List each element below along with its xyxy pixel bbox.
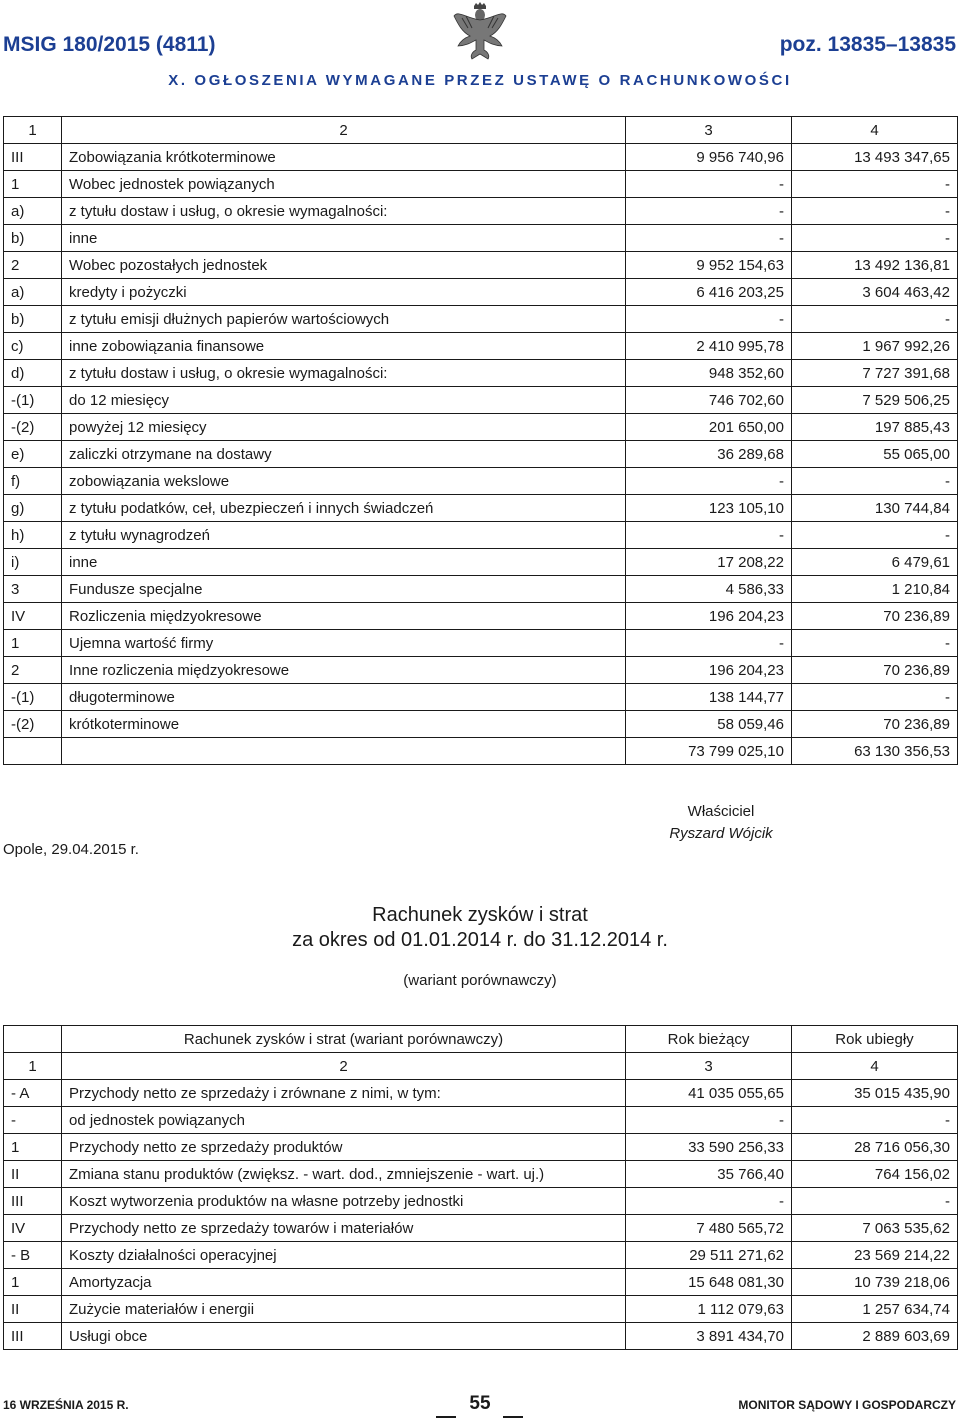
table-cell: 28 716 056,30 [792, 1134, 958, 1161]
table-cell: 7 529 506,25 [792, 387, 958, 414]
table-cell: 1 112 079,63 [626, 1296, 792, 1323]
header-cell: 1 [4, 1053, 62, 1080]
journal-issue: MSIG 180/2015 (4811) [3, 33, 216, 56]
page-number-rule [436, 1416, 456, 1418]
table-cell: 3 604 463,42 [792, 279, 958, 306]
page-number-rule [503, 1416, 523, 1418]
income-statement-title-line2: za okres od 01.01.2014 r. do 31.12.2014 r. [292, 929, 668, 951]
income-statement-table [3, 1025, 958, 1350]
page-number: 55 [469, 1393, 491, 1414]
table-row [4, 468, 958, 495]
table-cell: 9 952 154,63 [626, 252, 792, 279]
table-cell: 4 586,33 [626, 576, 792, 603]
table-cell: 196 204,23 [626, 603, 792, 630]
table-row [4, 1242, 958, 1269]
table-cell: III [4, 1188, 62, 1215]
table-cell: a) [4, 198, 62, 225]
header-cell [4, 1026, 62, 1053]
table-cell: 197 885,43 [792, 414, 958, 441]
table-row [4, 225, 958, 252]
table-cell: 70 236,89 [792, 657, 958, 684]
table-cell: 55 065,00 [792, 441, 958, 468]
table-cell: inne [62, 225, 626, 252]
table-cell: 36 289,68 [626, 441, 792, 468]
header-cell: 4 [792, 117, 958, 144]
income-statement-subtitle: (wariant porównawczy) [403, 972, 557, 989]
table-cell: 130 744,84 [792, 495, 958, 522]
table-cell: 138 144,77 [626, 684, 792, 711]
table-cell: 1 [4, 1269, 62, 1296]
table-row [4, 1269, 958, 1296]
table-cell: Zmiana stanu produktów (zwiększ. - wart. dod., zmniejszenie - wart. uj.) [62, 1161, 626, 1188]
table-cell: f) [4, 468, 62, 495]
table-row [4, 1296, 958, 1323]
table-cell: z tytułu dostaw i usług, o okresie wymagalności: [62, 360, 626, 387]
table-cell: e) [4, 441, 62, 468]
column-number-row [4, 1053, 958, 1080]
polish-eagle-emblem-icon [452, 2, 508, 60]
table-cell: 15 648 081,30 [626, 1269, 792, 1296]
table-cell: 123 105,10 [626, 495, 792, 522]
table-cell: do 12 miesięcy [62, 387, 626, 414]
table-row [4, 657, 958, 684]
table-cell: krótkoterminowe [62, 711, 626, 738]
table-row [4, 1323, 958, 1350]
table-cell: 6 416 203,25 [626, 279, 792, 306]
table-cell: 7 727 391,68 [792, 360, 958, 387]
table-row [4, 360, 958, 387]
table-cell: - B [4, 1242, 62, 1269]
table-cell: 9 956 740,96 [626, 144, 792, 171]
table-cell: - [792, 198, 958, 225]
table-cell: - [792, 1188, 958, 1215]
table-cell: 948 352,60 [626, 360, 792, 387]
table-cell: -(2) [4, 711, 62, 738]
table-cell: 1 210,84 [792, 576, 958, 603]
table-cell: 2 [4, 252, 62, 279]
table-cell: 29 511 271,62 [626, 1242, 792, 1269]
table-row [4, 198, 958, 225]
table-cell: zobowiązania wekslowe [62, 468, 626, 495]
table-cell: z tytułu podatków, ceł, ubezpieczeń i innych świadczeń [62, 495, 626, 522]
table-cell: d) [4, 360, 62, 387]
table-cell: Przychody netto ze sprzedaży i zrównane z nimi, w tym: [62, 1080, 626, 1107]
table-cell: h) [4, 522, 62, 549]
table-cell: z tytułu wynagrodzeń [62, 522, 626, 549]
table-cell: - [626, 468, 792, 495]
table-cell: Inne rozliczenia międzyokresowe [62, 657, 626, 684]
table-cell: od jednostek powiązanych [62, 1107, 626, 1134]
table-cell: II [4, 1296, 62, 1323]
table-cell: 70 236,89 [792, 711, 958, 738]
table-cell: II [4, 1161, 62, 1188]
table-cell: - [792, 468, 958, 495]
table-cell: 3 [4, 576, 62, 603]
table-cell: długoterminowe [62, 684, 626, 711]
place-date: Opole, 29.04.2015 r. [3, 841, 139, 858]
table-cell: 2 889 603,69 [792, 1323, 958, 1350]
income-statement-title [0, 903, 960, 953]
publication-name: MONITOR SĄDOWY I GOSPODARCZY [738, 1398, 956, 1412]
income-statement-table-body [4, 1026, 958, 1350]
table-cell: i) [4, 549, 62, 576]
table-cell: - [792, 1107, 958, 1134]
table-cell: Zużycie materiałów i energii [62, 1296, 626, 1323]
table-cell: - [626, 1107, 792, 1134]
table-cell: Usługi obce [62, 1323, 626, 1350]
table-row [4, 441, 958, 468]
table-cell: g) [4, 495, 62, 522]
table-cell: 17 208,22 [626, 549, 792, 576]
table-cell: 63 130 356,53 [792, 738, 958, 765]
table-cell: - [792, 522, 958, 549]
table-row [4, 252, 958, 279]
header-cell: 1 [4, 117, 62, 144]
table-row [4, 738, 958, 765]
table-row [4, 1080, 958, 1107]
table-cell: - [626, 225, 792, 252]
table-cell: z tytułu dostaw i usług, o okresie wymagalności: [62, 198, 626, 225]
table-cell: III [4, 144, 62, 171]
table-cell: z tytułu emisji dłużnych papierów wartościowych [62, 306, 626, 333]
table-row [4, 414, 958, 441]
table-cell: 1 967 992,26 [792, 333, 958, 360]
table-cell: inne zobowiązania finansowe [62, 333, 626, 360]
table-header-row [4, 117, 958, 144]
table-cell [62, 738, 626, 765]
table-cell: Koszty działalności operacyjnej [62, 1242, 626, 1269]
table-cell: 3 891 434,70 [626, 1323, 792, 1350]
table-cell: 7 063 535,62 [792, 1215, 958, 1242]
table-cell: kredyty i pożyczki [62, 279, 626, 306]
table-header-row [4, 1026, 958, 1053]
table-cell: IV [4, 603, 62, 630]
table-row [4, 279, 958, 306]
liabilities-table [3, 116, 958, 765]
table-cell: 2 410 995,78 [626, 333, 792, 360]
income-statement-title-line1: Rachunek zysków i strat [372, 904, 588, 926]
table-row [4, 1107, 958, 1134]
table-cell: 201 650,00 [626, 414, 792, 441]
table-cell: 35 766,40 [626, 1161, 792, 1188]
header-cell: Rok ubiegły [792, 1026, 958, 1053]
table-cell: - [626, 522, 792, 549]
table-cell: 23 569 214,22 [792, 1242, 958, 1269]
table-row [4, 603, 958, 630]
table-row [4, 171, 958, 198]
table-cell: - [626, 306, 792, 333]
table-cell: Rozliczenia międzyokresowe [62, 603, 626, 630]
table-cell: - [626, 198, 792, 225]
header-cell: 3 [626, 1053, 792, 1080]
table-cell: zaliczki otrzymane na dostawy [62, 441, 626, 468]
table-cell: - [626, 171, 792, 198]
table-cell: - [626, 1188, 792, 1215]
table-cell: - [626, 630, 792, 657]
table-cell: - A [4, 1080, 62, 1107]
header-cell: 4 [792, 1053, 958, 1080]
table-row [4, 684, 958, 711]
table-cell: b) [4, 225, 62, 252]
table-cell: 1 [4, 171, 62, 198]
header-cell: 3 [626, 117, 792, 144]
table-cell: a) [4, 279, 62, 306]
table-cell: 2 [4, 657, 62, 684]
signatory-role: Właściciel [687, 803, 755, 820]
table-row [4, 1134, 958, 1161]
table-row [4, 306, 958, 333]
table-row [4, 144, 958, 171]
table-row [4, 495, 958, 522]
table-cell: Przychody netto ze sprzedaży produktów [62, 1134, 626, 1161]
table-cell: Fundusze specjalne [62, 576, 626, 603]
table-cell: - [792, 225, 958, 252]
table-cell: 6 479,61 [792, 549, 958, 576]
table-cell: -(1) [4, 684, 62, 711]
header-cell: Rachunek zysków i strat (wariant porównawczy) [62, 1026, 626, 1053]
table-cell: 764 156,02 [792, 1161, 958, 1188]
table-cell: - [792, 630, 958, 657]
table-cell: Wobec jednostek powiązanych [62, 171, 626, 198]
table-cell: - [792, 171, 958, 198]
table-cell: IV [4, 1215, 62, 1242]
table-cell: powyżej 12 miesięcy [62, 414, 626, 441]
table-row [4, 549, 958, 576]
footer-date: 16 WRZEŚNIA 2015 R. [3, 1398, 129, 1412]
table-cell: 13 492 136,81 [792, 252, 958, 279]
table-cell: 746 702,60 [626, 387, 792, 414]
table-row [4, 387, 958, 414]
table-cell: Koszt wytworzenia produktów na własne potrzeby jednostki [62, 1188, 626, 1215]
table-cell: - [4, 1107, 62, 1134]
liabilities-table-body [4, 117, 958, 765]
table-cell: 10 739 218,06 [792, 1269, 958, 1296]
table-cell: -(1) [4, 387, 62, 414]
header-cell: 2 [62, 117, 626, 144]
section-title: X. OGŁOSZENIA WYMAGANE PRZEZ USTAWĘ O RACHUNKOWOŚCI [168, 72, 792, 89]
table-cell: inne [62, 549, 626, 576]
table-cell: 1 257 634,74 [792, 1296, 958, 1323]
table-cell: 35 015 435,90 [792, 1080, 958, 1107]
header-cell: 2 [62, 1053, 626, 1080]
table-cell: 58 059,46 [626, 711, 792, 738]
table-row [4, 576, 958, 603]
table-cell: 33 590 256,33 [626, 1134, 792, 1161]
table-row [4, 522, 958, 549]
table-row [4, 1161, 958, 1188]
signatory-name: Ryszard Wójcik [669, 825, 773, 842]
table-cell: b) [4, 306, 62, 333]
table-cell: Amortyzacja [62, 1269, 626, 1296]
table-cell [4, 738, 62, 765]
table-cell: 73 799 025,10 [626, 738, 792, 765]
table-cell: - [792, 684, 958, 711]
table-cell: Przychody netto ze sprzedaży towarów i materiałów [62, 1215, 626, 1242]
table-cell: III [4, 1323, 62, 1350]
table-cell: -(2) [4, 414, 62, 441]
header-cell: Rok bieżący [626, 1026, 792, 1053]
position-number: poz. 13835–13835 [779, 33, 956, 56]
table-cell: Ujemna wartość firmy [62, 630, 626, 657]
table-cell: 7 480 565,72 [626, 1215, 792, 1242]
signature-block [662, 801, 780, 845]
table-cell: 196 204,23 [626, 657, 792, 684]
table-cell: 70 236,89 [792, 603, 958, 630]
table-cell: c) [4, 333, 62, 360]
table-cell: Zobowiązania krótkoterminowe [62, 144, 626, 171]
table-cell: Wobec pozostałych jednostek [62, 252, 626, 279]
table-cell: 1 [4, 630, 62, 657]
table-row [4, 630, 958, 657]
table-cell: 13 493 347,65 [792, 144, 958, 171]
table-row [4, 711, 958, 738]
table-cell: - [792, 306, 958, 333]
table-row [4, 333, 958, 360]
table-cell: 41 035 055,65 [626, 1080, 792, 1107]
table-row [4, 1215, 958, 1242]
table-cell: 1 [4, 1134, 62, 1161]
table-row [4, 1188, 958, 1215]
